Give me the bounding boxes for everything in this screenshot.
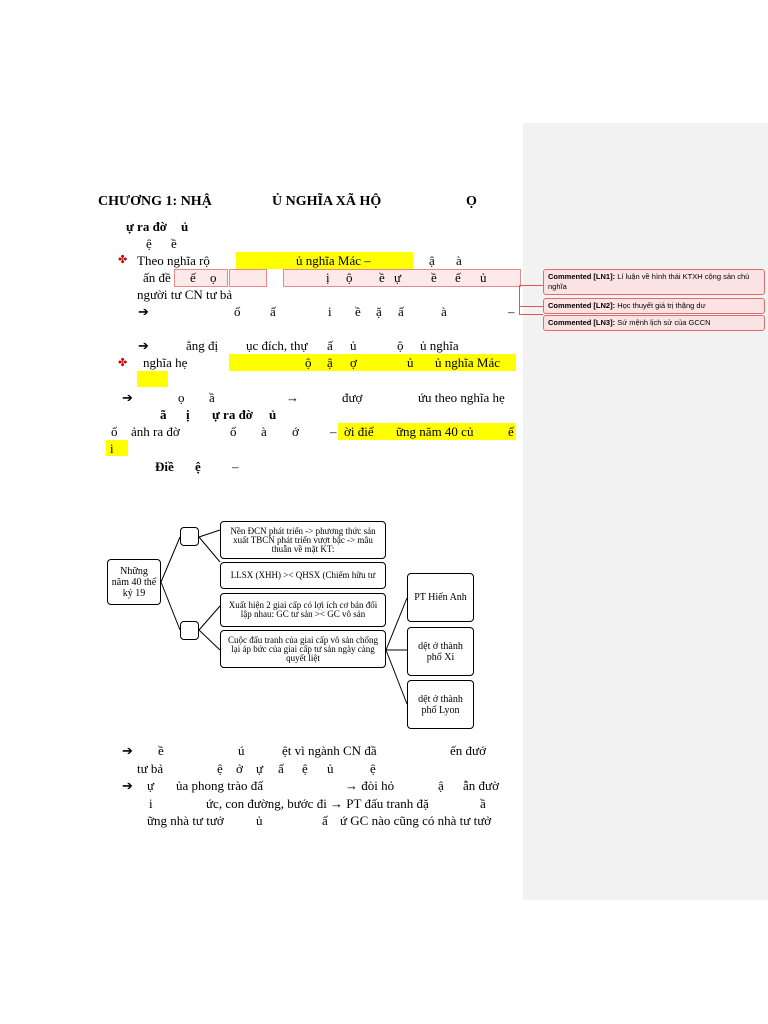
text-fragment: ủ — [350, 338, 357, 353]
text-fragment: ậ — [327, 355, 333, 370]
text-fragment: ủa phong trào đấ — [176, 778, 264, 793]
text-fragment: i — [149, 796, 153, 811]
comment-text: Sứ mệnh lịch sử của GCCN — [617, 318, 711, 327]
text-fragment: ở — [236, 761, 243, 776]
text-fragment: ợ — [350, 355, 357, 370]
text-fragment: nghĩa hẹ — [143, 355, 188, 370]
text-fragment: ộ — [397, 338, 404, 353]
text-fragment: ấ — [270, 304, 276, 319]
text-fragment: ủ nghĩa — [420, 338, 459, 353]
chapter-heading-part2: Ủ NGHĨA XÃ HỘ — [272, 194, 382, 209]
text-fragment: ộ — [346, 270, 353, 285]
text-fragment: i — [328, 304, 332, 319]
text-fragment: ệ — [370, 761, 376, 776]
text-highlight: ủ nghĩa Mác – — [296, 253, 371, 268]
diagram-node-economy: Nền ĐCN phát triển -> phương thức sản xuất TBCN phát triển vượt bậc -> mâu thuẫn về mặt KT: — [220, 521, 386, 559]
text-fragment: ế — [455, 270, 461, 285]
subsection-heading-b: ề — [171, 236, 177, 251]
text-fragment: ủ — [407, 355, 414, 370]
text-fragment: ục đích, thự — [246, 338, 308, 353]
text-fragment: ề — [431, 270, 437, 285]
bullet-icon: ✤ — [118, 357, 128, 369]
text-fragment: ã — [160, 407, 167, 422]
text-fragment: → — [286, 390, 299, 405]
text-fragment: ề — [379, 270, 385, 285]
diagram-node-classes: Xuất hiện 2 giai cấp có lợi ích cơ bản đối lập nhau: GC tư sản >< GC vô sản — [220, 593, 386, 627]
comment-text: Học thuyết giá trị thặng dư — [617, 301, 706, 310]
diagram-node-lyon: dệt ở thành phố Lyon — [407, 680, 474, 729]
text-fragment: ệt vì ngành CN đầ — [282, 743, 377, 758]
comment-text: Lí luận về hình thái KTXH cộng sản chủ nghĩa — [548, 272, 750, 291]
text-fragment: à — [261, 424, 267, 439]
text-fragment: ấ — [278, 761, 284, 776]
text-fragment: ế — [190, 270, 196, 285]
arrow-icon: ➔ — [122, 390, 133, 405]
text-fragment: ề — [158, 743, 164, 758]
text-fragment: ị — [326, 270, 330, 285]
section-heading-b: ủ — [181, 219, 189, 234]
text-fragment: ệ — [302, 761, 308, 776]
text-fragment: ầ — [480, 796, 486, 811]
diagram-node-conflict: LLSX (XHH) >< QHSX (Chiếm hữu tư — [220, 562, 386, 589]
diagram-node-silesia: dệt ở thành phố Xi — [407, 627, 474, 676]
text-fragment: ệ — [217, 761, 223, 776]
text-fragment: ững nhà tư tưở — [147, 813, 224, 828]
text-fragment: ố — [111, 424, 118, 439]
arrow-icon: ➔ — [138, 304, 149, 319]
text-fragment: à — [441, 304, 447, 319]
text-fragment: ủ nghĩa Mác — [435, 355, 500, 370]
diagram-branch-node — [180, 621, 199, 640]
text-line: người tư CN tư bả — [137, 287, 233, 302]
text-fragment: ến đướ — [450, 743, 486, 758]
text-fragment: ộ — [305, 355, 312, 370]
text-fragment: ủ — [327, 761, 334, 776]
text-highlight: ế — [508, 424, 514, 439]
arrow-icon: ➔ — [138, 338, 149, 353]
text-fragment: tư bả — [137, 761, 164, 776]
text-fragment: ấ — [398, 304, 404, 319]
comment-tag: Commented [LN2]: — [548, 301, 616, 310]
text-fragment: – — [232, 459, 239, 474]
text-fragment: – — [330, 424, 337, 439]
text-fragment: ấ — [327, 338, 333, 353]
arrow-icon: ➔ — [122, 743, 133, 758]
text-fragment: ệ — [195, 459, 201, 474]
text-fragment: ự — [147, 778, 155, 793]
text-highlight: i — [110, 441, 114, 456]
text-fragment: đượ — [342, 390, 363, 405]
bullet-icon: ✤ — [118, 254, 128, 266]
subsection-heading: ệ — [146, 236, 152, 251]
text-fragment: ủ — [480, 270, 487, 285]
text-fragment: ị — [186, 407, 190, 422]
text-fragment: ủ — [269, 407, 277, 422]
text-fragment: ự ra đờ — [212, 407, 253, 422]
text-fragment: Điề — [155, 459, 174, 474]
text-fragment: ứu theo nghĩa hẹ — [418, 390, 505, 405]
diagram-node-struggle: Cuộc đấu tranh của giai cấp vô sản chống lại áp bức của giai cấp tư sản ngày càng quyết liệt — [220, 630, 386, 668]
text-fragment: à — [456, 253, 462, 268]
text-fragment: ầ — [209, 390, 215, 405]
text-fragment: ố — [234, 304, 241, 319]
text-fragment: ớ — [292, 424, 299, 439]
text-fragment: → đòi hỏ — [345, 778, 395, 793]
text-fragment: ọ — [178, 390, 185, 405]
diagram-branch-node — [180, 527, 199, 546]
text-highlight: ời điể — [344, 424, 374, 439]
text-fragment: ậ — [438, 778, 444, 793]
text-fragment: ẫn đườ — [463, 778, 499, 793]
text-fragment: ủ — [256, 813, 263, 828]
arrow-icon: ➔ — [122, 778, 133, 793]
text-fragment: ảnh ra đờ — [131, 424, 180, 439]
text-fragment: ự — [394, 270, 402, 285]
section-heading: ự ra đờ — [126, 219, 167, 234]
text-fragment: ức, con đường, bước đi → PT đấu tranh đặ — [206, 796, 429, 811]
text-fragment: ố — [230, 424, 237, 439]
text-fragment: ự — [256, 761, 264, 776]
text-highlight: ững năm 40 củ — [396, 424, 474, 439]
text-fragment: ấn đề — [143, 270, 171, 285]
text-fragment: ậ — [429, 253, 435, 268]
text-fragment: ọ — [210, 270, 217, 285]
diagram-node-england: PT Hiến Anh — [407, 573, 474, 622]
comment-tag: Commented [LN1]: — [548, 272, 616, 281]
text-fragment: – — [508, 304, 515, 319]
text-fragment: ấ — [322, 813, 328, 828]
text-line: Theo nghĩa rộ — [137, 253, 210, 268]
diagram-root-node: Những năm 40 thế kỷ 19 — [107, 559, 161, 605]
chapter-heading: CHƯƠNG 1: NHẬ — [98, 194, 212, 209]
text-fragment: ứ GC nào cũng có nhà tư tưở — [340, 813, 492, 828]
text-fragment: ú — [238, 743, 245, 758]
text-fragment: ặ — [376, 304, 382, 319]
comment-tag: Commented [LN3]: — [548, 318, 616, 327]
text-fragment: ẳng đị — [186, 338, 219, 353]
text-fragment: ề — [355, 304, 361, 319]
chapter-heading-part3: Ọ — [466, 194, 477, 209]
